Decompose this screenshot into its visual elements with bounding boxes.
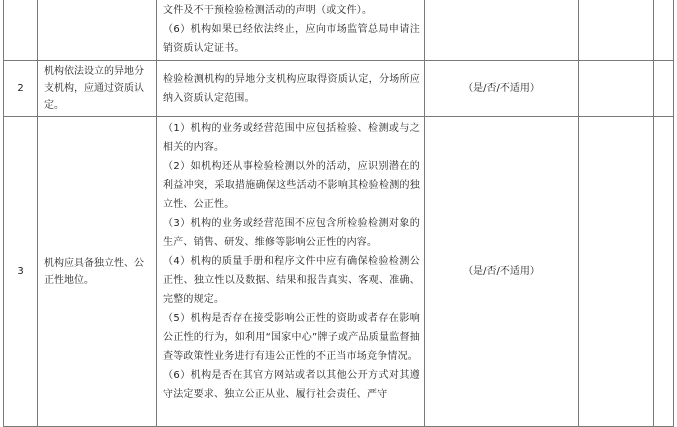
review-item xyxy=(38,0,157,61)
table-row xyxy=(4,0,674,61)
requirement-text: 检验检测机构的异地分支机构应取得资质认定，分场所应纳入资质认定范围。 xyxy=(163,73,420,104)
remarks-cell xyxy=(579,117,654,427)
review-requirements xyxy=(157,117,425,427)
row-number: 3 xyxy=(4,117,38,427)
review-requirements xyxy=(157,61,425,117)
table-row xyxy=(4,61,674,117)
conclusion-options: （是/否/不适用） xyxy=(425,117,579,427)
review-item: 机构依法设立的异地分支机构，应通过资质认定。 xyxy=(38,61,157,117)
table-row xyxy=(4,117,674,427)
requirement-text: （1）机构的业务或经营范围中应包括检验、检测或与之相关的内容。 xyxy=(163,123,420,153)
requirement-text: （5）机构是否存在接受影响公正性的资助或者存在影响公正性的行为，如利用“国家中心”牌子或产品质量监督抽查等政策性业务进行有违公正性的不正当市场竞争情况。 xyxy=(163,313,420,362)
review-requirements xyxy=(157,0,425,61)
remarks-cell xyxy=(579,61,654,117)
requirement-text: （6）机构如果已经依法终止，应向市场监管总局申请注销资质认定证书。 xyxy=(163,24,420,54)
review-table xyxy=(3,0,674,427)
requirement-text: （6）机构是否在其官方网站或者以其他公开方式对其遵守法定要求、独立公正从业、履行社会责任、严守 xyxy=(163,370,420,400)
row-number: 2 xyxy=(4,61,38,117)
remarks-cell xyxy=(579,0,654,61)
conclusion-options: （是/否/不适用） xyxy=(425,61,579,117)
extra-cell xyxy=(654,61,674,117)
requirement-text: （2）如机构还从事检验检测以外的活动，应识别潜在的利益冲突，采取措施确保这些活动不影响其检验检测的独立性、公正性。 xyxy=(163,161,420,210)
extra-cell xyxy=(654,117,674,427)
conclusion-options xyxy=(425,0,579,61)
requirement-text: （3）机构的业务或经营范围不应包含所检验检测对象的生产、销售、研发、维修等影响公正性的内容。 xyxy=(163,218,420,248)
requirement-text: （4）机构的质量手册和程序文件中应有确保检验检测公正性、独立性以及数据、结果和报告真实、客观、准确、完整的规定。 xyxy=(163,256,420,305)
review-item: 机构应具备独立性、公正性地位。 xyxy=(38,117,157,427)
extra-cell xyxy=(654,0,674,61)
row-number xyxy=(4,0,38,61)
requirement-text: 文件及不干预检验检测活动的声明（或文件）。 xyxy=(163,5,373,16)
